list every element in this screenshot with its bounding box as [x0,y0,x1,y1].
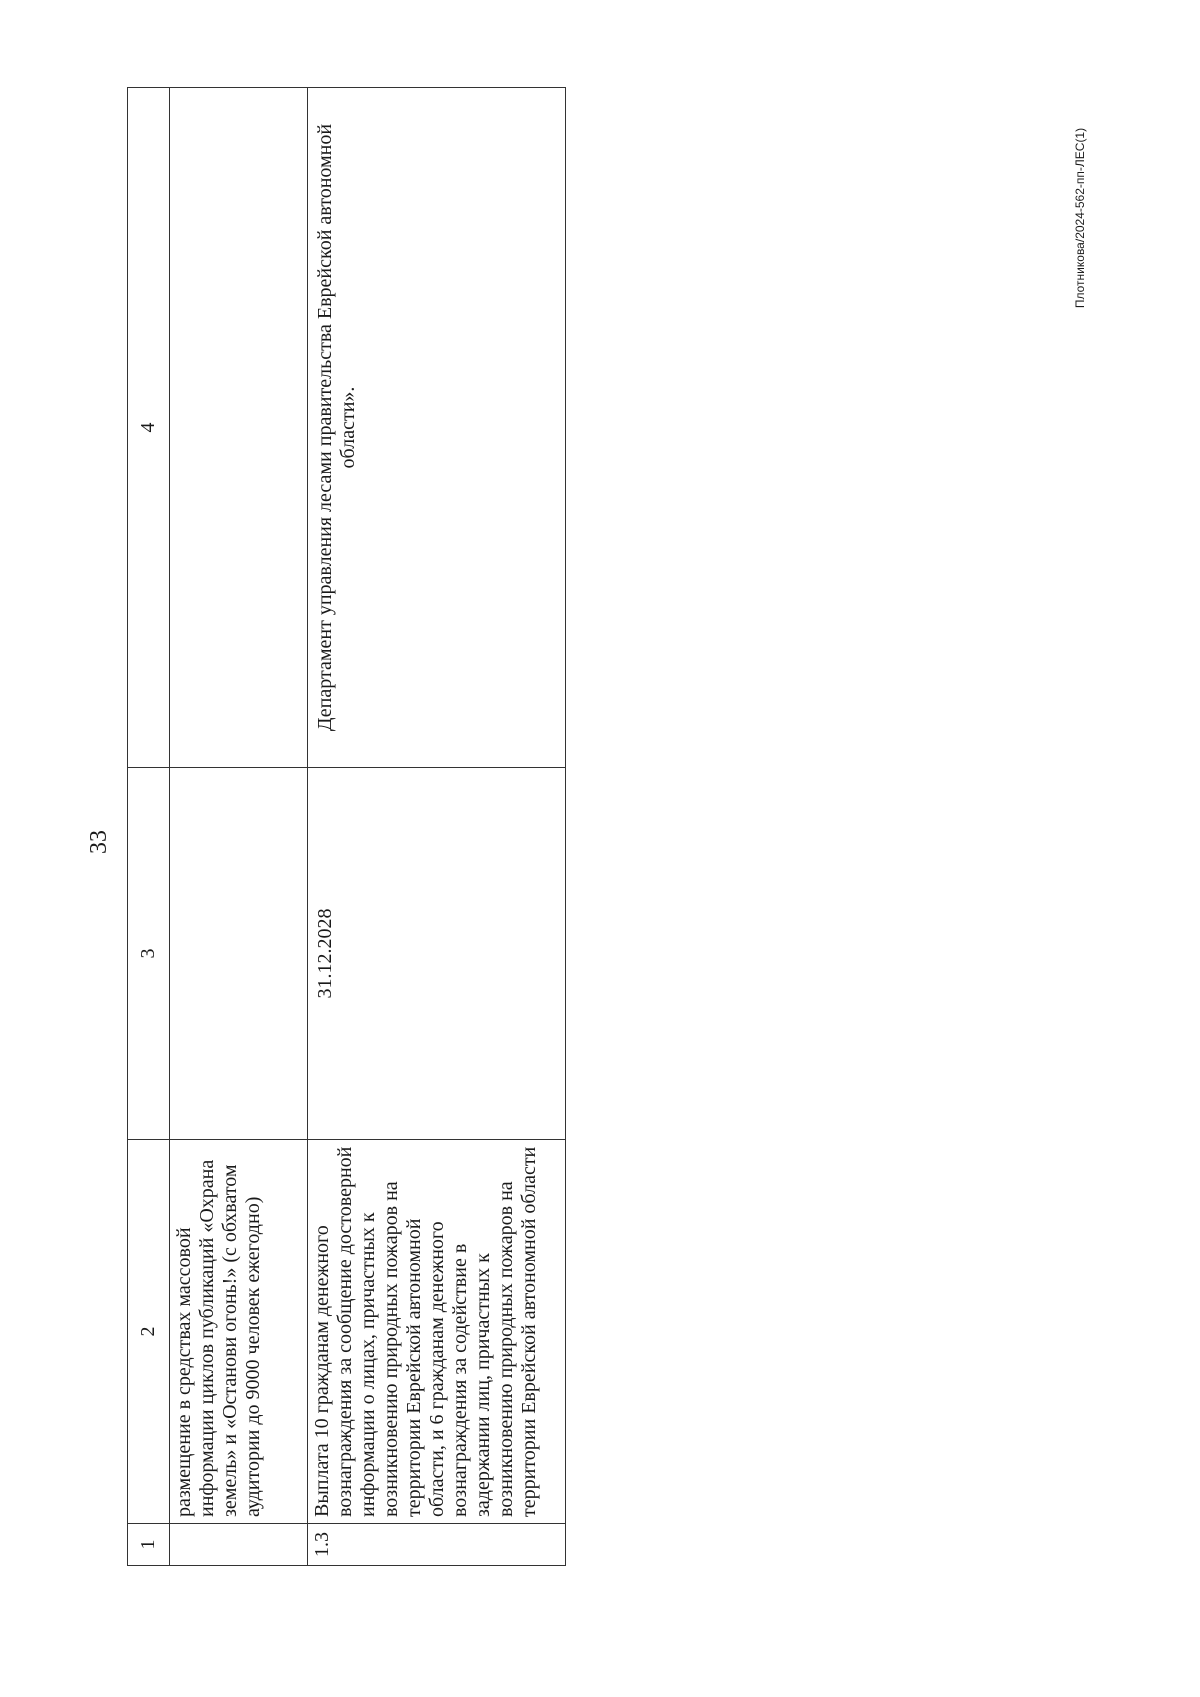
description-cell: Выплата 10 гражданам денежного вознаграждения за сообщение достоверной информации о лицах, причастных к возникновению природных пожаров на территории Еврейской автономной области, и 6 гражданам денежного вознаграждения за содействие в задержании лиц, причастных к возникновению природных пожаров на территории Еврейской автономной области [308,1140,566,1524]
executor-cell: Департамент управления лесами правительства Еврейской автономной области». [308,88,566,768]
activities-table [127,87,566,1566]
header-cell-4: 4 [128,88,170,768]
executor-cell [170,88,308,768]
header-cell-1: 1 [128,1524,170,1566]
document-code: Плотникова/2024-562-пп-ЛЕС(1) [1073,127,1087,309]
deadline-cell [170,768,308,1140]
row-number-cell: 1.3 [308,1524,566,1566]
row-number-cell [170,1524,308,1566]
table-container [127,88,565,1566]
table-row [170,88,308,1566]
deadline-cell: 31.12.2028 [308,768,566,1140]
header-cell-2: 2 [128,1140,170,1524]
page-number: 33 [86,830,112,854]
table-header-row [128,88,170,1566]
header-cell-3: 3 [128,768,170,1140]
table-row [308,88,566,1566]
description-cell: размещение в средствах массовой информации циклов публикаций «Охрана земель» и «Останови огонь!» (с обхватом аудитории до 9000 человек ежегодно) [170,1140,308,1524]
